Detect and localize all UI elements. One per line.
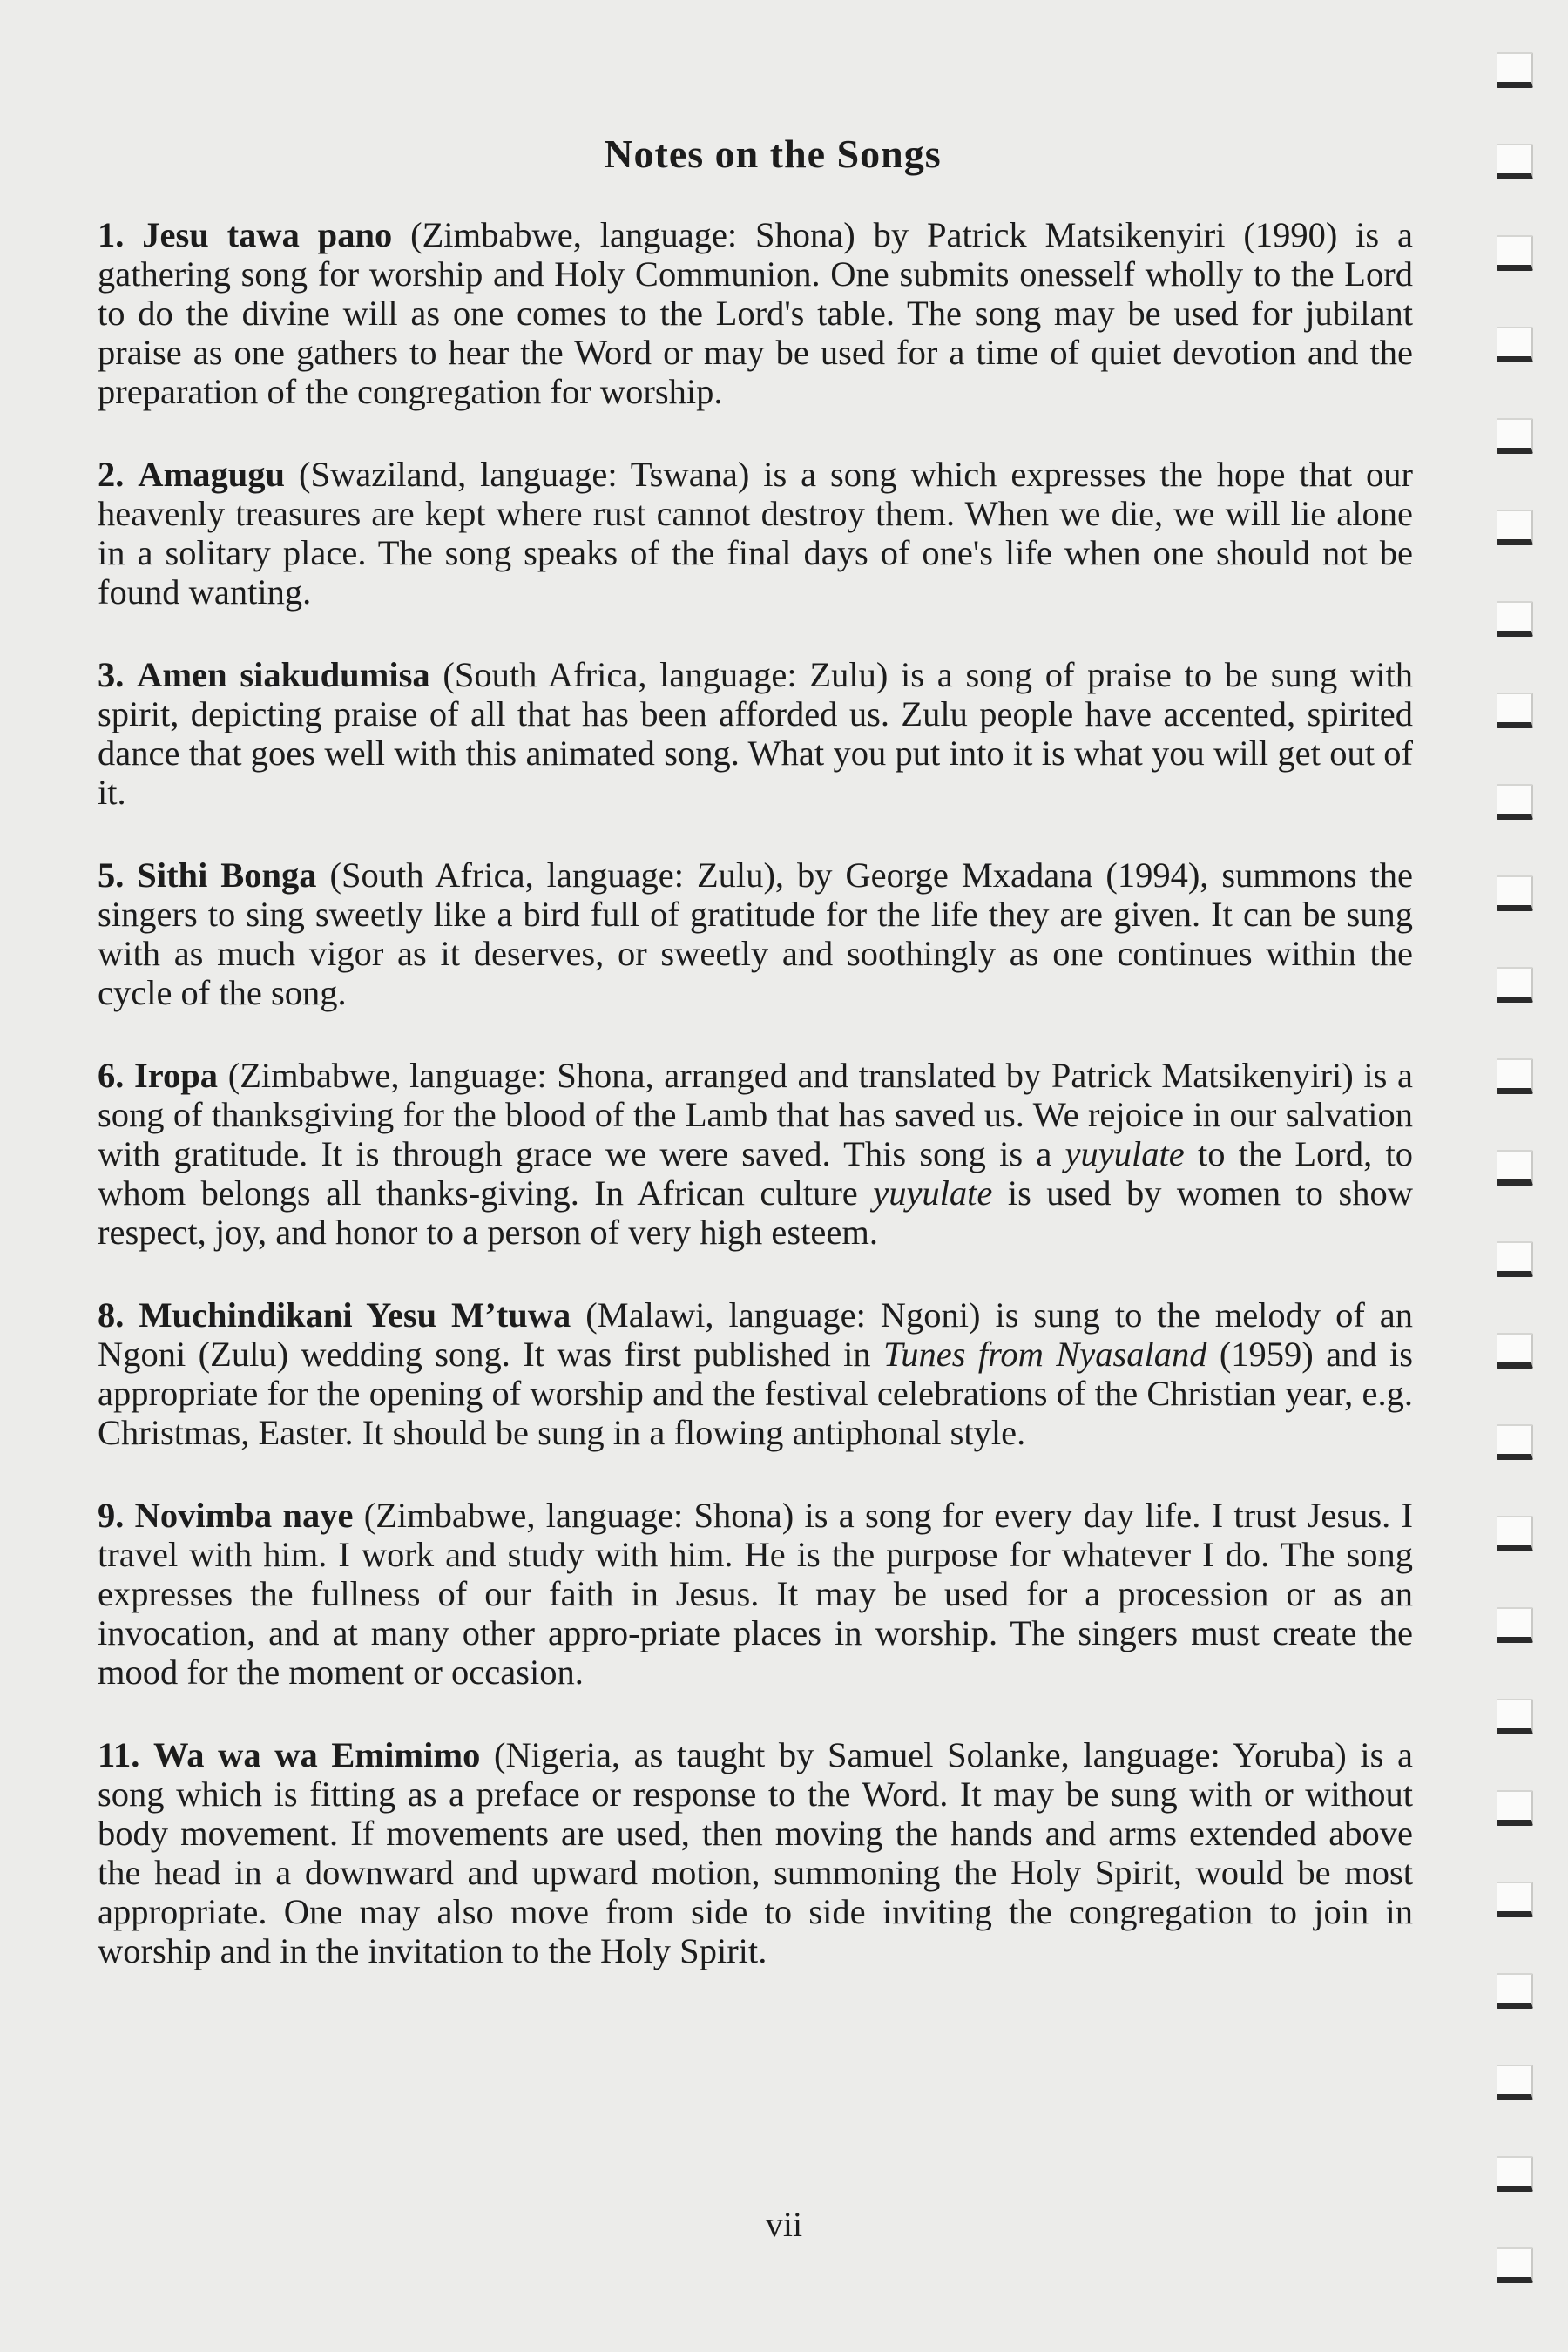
note-number: 8. [98,1295,125,1335]
song-note [98,215,1413,411]
note-text: (South Africa, language: Zulu), by George Mxadana (1994), summons the singers to sing sweetly like a bird full of gratitude for the life they are given. It can be sung with as much vigor as it deserves, or sweetly and soothingly as one continues within the cycle of the song. [98,855,1414,1012]
note-number: 2. [98,455,125,494]
song-note [98,1496,1413,1692]
italic-term: yuyulate [1064,1134,1185,1173]
spiral-binding [1463,0,1568,2352]
binding-hole [1497,1058,1533,1094]
song-title: Novimba naye [134,1496,354,1535]
note-number: 11. [98,1735,140,1774]
note-text: (Nigeria, as taught by Samuel Solanke, language: Yoruba) is a song which is fitting as a preface or response to the Word. It may be sung with or without body movement. If movements are used, then moving the hands and arms extended above the head in a downward and upward motion, summoning the Holy Spirit, would be most appropriate. One may also move from side to side inviting the congregation to join in worship and in the invitation to the Holy Spirit. [98,1735,1413,1970]
binding-hole [1497,2065,1533,2100]
note-text: (Zimbabwe, language: Shona) is a song for every day life. I trust Jesus. I travel with him. I work and study with him. He is the purpose for whatever I do. The song expresses the fullness of our faith in Jesus. It may be used for a procession or as an invocation, and at many other appro-priate places in worship. The singers must create the mood for the moment or occasion. [98,1496,1413,1692]
note-number: 3. [98,655,125,694]
song-title: Iropa [134,1056,219,1095]
note-number: 9. [98,1496,125,1535]
binding-hole [1497,52,1533,88]
page-number: vii [765,2205,803,2244]
binding-hole [1497,1424,1533,1460]
binding-hole [1497,601,1533,637]
note-number: 1. [98,215,125,254]
italic-term: yuyulate [873,1173,993,1213]
note-number: 5. [98,855,125,895]
binding-hole [1497,418,1533,454]
note-text: to the Lord, to whom belongs all thanks-giving. In African culture [98,1134,1413,1213]
song-note [98,1295,1413,1452]
note-text: (Malawi, language: Ngoni) is sung to the melody of an Ngoni (Zulu) wedding song. It was first published in [98,1295,1413,1374]
binding-hole [1497,327,1533,362]
binding-hole [1497,1150,1533,1186]
binding-hole [1497,693,1533,728]
binding-hole [1497,1699,1533,1734]
binding-hole [1497,1333,1533,1369]
binding-hole [1497,1241,1533,1277]
page-content [98,131,1413,2014]
song-note [98,1735,1413,1970]
song-title: Amagugu [138,455,286,494]
note-text: (South Africa, language: Zulu) is a song of praise to be sung with spirit, depicting praise of all that has been afforded us. Zulu people have accented, spirited dance that goes well with this animated song. What you put into it is what you will get out of it. [98,655,1414,812]
binding-hole [1497,1973,1533,2009]
binding-hole [1497,235,1533,271]
binding-hole [1497,2156,1533,2192]
note-text: (Zimbabwe, language: Shona, arranged and translated by Patrick Matsikenyiri) is a song of thanksgiving for the blood of the Lamb that has saved us. We rejoice in our salvation with gratitude. It is through grace we were saved. This song is a [98,1056,1413,1173]
note-number: 6. [98,1056,125,1095]
binding-hole [1497,144,1533,179]
binding-hole [1497,510,1533,545]
song-title: Wa wa wa Emimimo [153,1735,481,1774]
binding-hole [1497,967,1533,1003]
binding-hole [1497,1516,1533,1551]
binding-hole [1497,1882,1533,1917]
song-note [98,855,1413,1012]
binding-hole [1497,2247,1533,2283]
song-note [98,1056,1413,1252]
page-title: Notes on the Songs [604,132,942,176]
song-note [98,655,1413,812]
note-text: (Swaziland, language: Tswana) is a song which expresses the hope that our heavenly treasures are kept where rust cannot destroy them. When we die, we will lie alone in a solitary place. The song speaks of the final days of one's life when one should not be found wanting. [98,455,1414,612]
note-text: (1959) and is appropriate for the opening of worship and the festival celebrations of the Christian year, e.g. Christmas, Easter. It should be sung in a flowing antiphonal style. [98,1335,1413,1452]
song-note [98,455,1413,612]
binding-hole [1497,784,1533,820]
note-text: is used by women to show respect, joy, and honor to a person of very high esteem. [98,1173,1413,1252]
italic-book-title: Tunes from Nyasaland [882,1335,1207,1374]
binding-hole [1497,1607,1533,1643]
song-title: Jesu tawa pano [142,215,393,254]
binding-hole [1497,1790,1533,1826]
song-title: Amen siakudumisa [137,655,430,694]
note-text: (Zimbabwe, language: Shona) by Patrick Matsikenyiri (1990) is a gathering song for worship and Holy Communion. One submits onesself wholly to the Lord to do the divine will as one comes to the Lord's table. The song may be used for jubilant praise as one gathers to hear the Word or may be used for a time of quiet devotion and the preparation of the congregation for worship. [98,215,1414,411]
binding-hole [1497,875,1533,911]
song-title: Sithi Bonga [137,855,317,895]
song-title: Muchindikani Yesu M’tuwa [139,1295,571,1335]
